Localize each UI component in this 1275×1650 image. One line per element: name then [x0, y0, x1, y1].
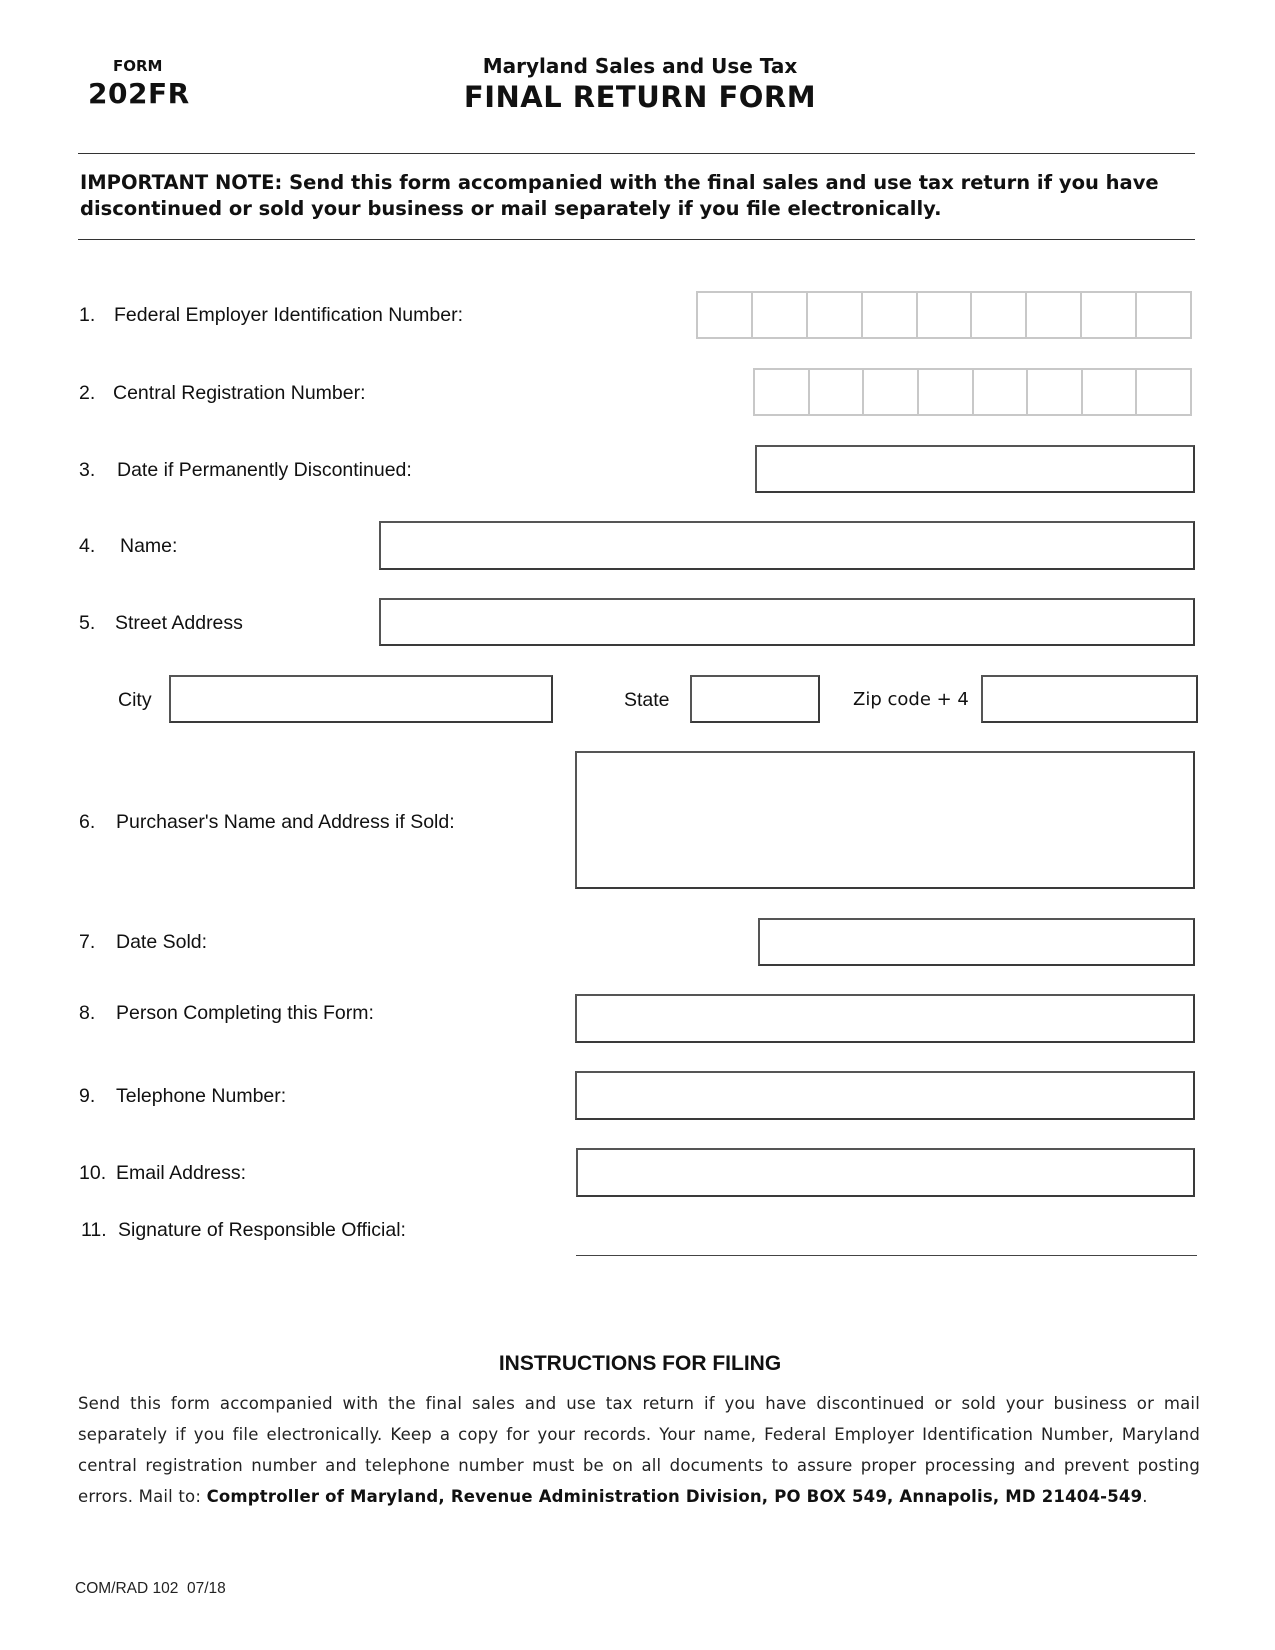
fein-digit-6[interactable] — [972, 293, 1027, 337]
fein-digit-2[interactable] — [753, 293, 808, 337]
crn-digit-6[interactable] — [1028, 370, 1083, 414]
street-address-label: 5. Street Address — [79, 612, 243, 634]
email-input[interactable] — [576, 1148, 1195, 1197]
city-label: City — [118, 689, 152, 711]
state-label: State — [624, 689, 670, 711]
form-word: FORM — [113, 57, 163, 75]
street-address-input[interactable] — [379, 598, 1195, 646]
crn-digit-4[interactable] — [919, 370, 974, 414]
crn-digit-7[interactable] — [1083, 370, 1138, 414]
crn-digit-2[interactable] — [810, 370, 865, 414]
purchaser-label: 6. Purchaser's Name and Address if Sold: — [79, 811, 455, 833]
fein-digit-5[interactable] — [918, 293, 973, 337]
form-number: 202FR — [88, 77, 190, 110]
telephone-input[interactable] — [575, 1071, 1195, 1120]
divider-note — [78, 239, 1195, 240]
form-code: COM/RAD 102 07/18 — [75, 1580, 226, 1597]
zip-label: Zip code + 4 — [853, 689, 969, 710]
zip-input[interactable] — [981, 675, 1198, 723]
form-subtitle: Maryland Sales and Use Tax — [482, 54, 798, 78]
crn-digit-5[interactable] — [974, 370, 1029, 414]
person-completing-label: 8. Person Completing this Form: — [79, 1002, 374, 1024]
crn-label: 2. Central Registration Number: — [79, 382, 366, 404]
fein-digit-9[interactable] — [1137, 293, 1190, 337]
telephone-label: 9. Telephone Number: — [79, 1085, 287, 1107]
fein-input[interactable] — [696, 291, 1192, 339]
mailing-address: Comptroller of Maryland, Revenue Administration Division, PO BOX 549, Annapolis, MD 21404-549 — [206, 1487, 1143, 1506]
purchaser-input[interactable] — [575, 751, 1195, 889]
signature-line[interactable] — [576, 1255, 1197, 1256]
crn-input[interactable] — [753, 368, 1192, 416]
crn-digit-8[interactable] — [1137, 370, 1190, 414]
instructions-body: Send this form accompanied with the final sales and use tax return if you have discontinued or sold your business or mail separately if you file electronically. Keep a copy for your records. Your name, Federal Employer Identification Number, Maryland central registration number and telephone number must be on all documents to assure proper processing and prevent posting errors. Mail to: Comptroller of Maryland, Revenue Administration Division, PO BOX 549, Annapolis, MD 21404-549. — [78, 1394, 1200, 1506]
crn-digit-3[interactable] — [864, 370, 919, 414]
divider-top — [78, 153, 1195, 154]
date-sold-label: 7. Date Sold: — [79, 931, 208, 953]
fein-label: 1. Federal Employer Identification Number: — [79, 304, 463, 326]
date-discontinued-input[interactable] — [755, 445, 1195, 493]
signature-label: 11. Signature of Responsible Official: — [81, 1219, 406, 1241]
date-discontinued-label: 3. Date if Permanently Discontinued: — [79, 459, 412, 481]
city-input[interactable] — [169, 675, 553, 723]
fein-digit-7[interactable] — [1027, 293, 1082, 337]
fein-digit-4[interactable] — [863, 293, 918, 337]
date-sold-input[interactable] — [758, 918, 1195, 966]
email-label: 10. Email Address: — [79, 1162, 247, 1184]
name-input[interactable] — [379, 521, 1195, 570]
fein-digit-8[interactable] — [1082, 293, 1137, 337]
person-completing-input[interactable] — [575, 994, 1195, 1043]
fein-digit-3[interactable] — [808, 293, 863, 337]
important-note: IMPORTANT NOTE: Send this form accompanied with the final sales and use tax return if you have discontinued or sold your business or mail separately if you file electronically. — [80, 171, 1159, 220]
instructions-title: INSTRUCTIONS FOR FILING — [498, 1352, 782, 1375]
name-label: 4. Name: — [79, 535, 178, 557]
crn-digit-1[interactable] — [755, 370, 810, 414]
fein-digit-1[interactable] — [698, 293, 753, 337]
form-title: FINAL RETURN FORM — [463, 80, 817, 114]
state-input[interactable] — [690, 675, 820, 723]
